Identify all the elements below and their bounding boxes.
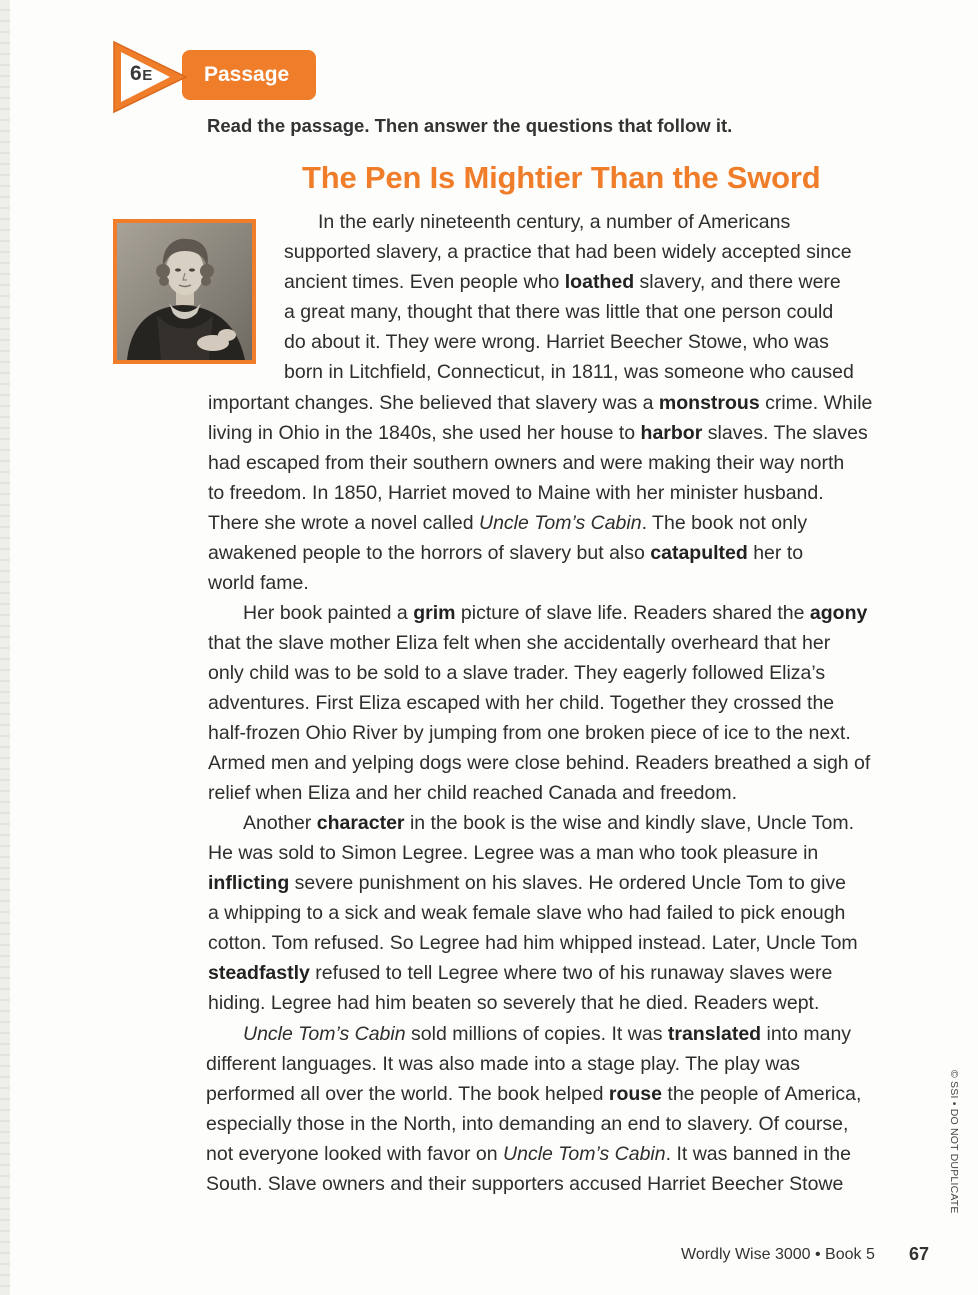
passage-line <box>208 718 851 748</box>
line-text: slavery, and there were <box>634 271 841 293</box>
instructions: Read the passage. Then answer the questions that follow it. <box>207 115 733 136</box>
line-text: her to <box>747 542 804 564</box>
vocabulary-word: catapulted <box>650 542 748 564</box>
line-text: into many <box>761 1023 852 1045</box>
passage-line <box>206 1109 848 1139</box>
book-title-italic: Uncle Tom’s Cabin <box>478 512 642 534</box>
book-title-italic: Uncle Tom’s Cabin <box>503 1143 666 1165</box>
line-text: different languages. It was also made into a stage play. The play was <box>206 1053 801 1075</box>
footer-book-title: Wordly Wise 3000 • Book 5 <box>681 1246 875 1263</box>
passage-line <box>208 868 846 898</box>
page-number: 67 <box>909 1244 930 1264</box>
line-text: Another <box>243 812 317 834</box>
passage-line <box>206 1079 861 1109</box>
vocabulary-word: translated <box>667 1023 762 1045</box>
copyright-side-note: © SSI • DO NOT DUPLICATE <box>948 1070 960 1214</box>
vocabulary-word: loathed <box>564 271 635 293</box>
line-text: supported slavery, a practice that had been widely accepted since <box>284 241 852 263</box>
line-text: In the early nineteenth century, a number of Americans <box>318 211 791 233</box>
line-text: especially those in the North, into demanding an end to slavery. Of course, <box>206 1113 849 1135</box>
passage-line <box>208 748 870 778</box>
vocabulary-word: steadfastly <box>208 962 310 984</box>
passage-line <box>208 778 737 808</box>
passage-line <box>208 988 819 1018</box>
passage-line <box>208 628 830 658</box>
line-text: a whipping to a sick and weak female slave who had failed to pick enough <box>208 902 846 924</box>
vocabulary-word: inflicting <box>208 872 290 894</box>
passage-line <box>284 297 833 327</box>
line-text: a great many, thought that there was little that one person could <box>284 301 834 323</box>
passage-line <box>243 808 854 838</box>
book-title-italic: Uncle Tom’s Cabin <box>243 1023 406 1045</box>
passage-line <box>208 898 845 928</box>
passage-line <box>208 448 844 478</box>
line-text: sold millions of copies. It was <box>405 1023 668 1045</box>
vocabulary-word: rouse <box>608 1083 662 1105</box>
line-text: South. Slave owners and their supporters accused Harriet Beecher Stowe <box>206 1173 844 1195</box>
line-text: ancient times. Even people who <box>284 271 565 293</box>
line-text: hiding. Legree had him beaten so severely that he died. Readers wept. <box>208 992 820 1014</box>
line-text: the people of America, <box>661 1083 862 1105</box>
line-text: cotton. Tom refused. So Legree had him whipped instead. Later, Uncle Tom <box>208 932 858 954</box>
page-binding-edge <box>0 0 10 1295</box>
line-text: Armed men and yelping dogs were close behind. Readers breathed a sigh of <box>208 752 871 774</box>
line-text: awakened people to the horrors of slavery but also <box>208 542 651 564</box>
line-text: not everyone looked with favor on <box>206 1143 504 1165</box>
passage-line <box>284 267 841 297</box>
line-text: He was sold to Simon Legree. Legree was a man who took pleasure in <box>208 842 819 864</box>
passage-line <box>206 1169 843 1199</box>
line-text: performed all over the world. The book helped <box>206 1083 609 1105</box>
passage-line <box>284 357 854 387</box>
passage-line <box>208 478 824 508</box>
passage-line <box>208 688 834 718</box>
passage-line <box>208 838 818 868</box>
line-text: had escaped from their southern owners and were making their way north <box>208 452 845 474</box>
passage-line <box>208 388 872 418</box>
line-text: only child was to be sold to a slave trader. They eagerly followed Eliza’s <box>208 662 826 684</box>
line-text: to freedom. In 1850, Harriet moved to Maine with her minister husband. <box>208 482 824 504</box>
line-text: picture of slave life. Readers shared the <box>455 602 810 624</box>
passage-line <box>208 658 825 688</box>
passage-line <box>208 508 807 538</box>
line-text: do about it. They were wrong. Harriet Beecher Stowe, who was <box>284 331 829 353</box>
line-text: . It was banned in the <box>665 1143 851 1165</box>
passage-line <box>243 598 867 628</box>
line-text: in the book is the wise and kindly slave, Uncle Tom. <box>404 812 854 834</box>
passage-line <box>208 568 309 598</box>
vocabulary-word: agony <box>809 602 868 624</box>
passage-line <box>208 538 803 568</box>
line-text: that the slave mother Eliza felt when she accidentally overheard that her <box>208 632 831 654</box>
vocabulary-word: grim <box>413 602 456 624</box>
line-text: important changes. She believed that slavery was a <box>208 392 659 414</box>
lesson-banner <box>112 40 322 114</box>
portrait-photo-icon <box>113 219 256 364</box>
line-text: living in Ohio in the 1840s, she used her house to <box>208 422 641 444</box>
passage-line <box>243 1019 851 1049</box>
line-text: There she wrote a novel called <box>208 512 479 534</box>
line-text: crime. While <box>759 392 873 414</box>
line-text: severe punishment on his slaves. He ordered Uncle Tom to give <box>289 872 847 894</box>
passage-line <box>208 418 868 448</box>
line-text: refused to tell Legree where two of his runaway slaves were <box>309 962 833 984</box>
line-text: relief when Eliza and her child reached Canada and freedom. <box>208 782 737 804</box>
vocabulary-word: monstrous <box>658 392 760 414</box>
vocabulary-word: harbor <box>640 422 703 444</box>
passage-title: The Pen Is Mightier Than the Sword <box>302 160 821 195</box>
passage-line <box>206 1139 851 1169</box>
line-text: world fame. <box>208 572 309 594</box>
passage-line <box>318 207 790 237</box>
line-text: Her book painted a <box>243 602 414 624</box>
passage-line <box>208 928 858 958</box>
line-text: slaves. The slaves <box>702 422 868 444</box>
line-text: adventures. First Eliza escaped with her child. Together they crossed the <box>208 692 835 714</box>
lesson-number: 6E <box>130 62 153 85</box>
passage-line <box>208 958 832 988</box>
line-text: half-frozen Ohio River by jumping from one broken piece of ice to the next. <box>208 722 851 744</box>
line-text: . The book not only <box>641 512 808 534</box>
passage-line <box>284 327 829 357</box>
vocabulary-word: character <box>316 812 405 834</box>
line-text: born in Litchfield, Connecticut, in 1811, was someone who caused <box>284 361 854 383</box>
banner-label: Passage <box>204 63 290 86</box>
passage-line <box>284 237 852 267</box>
passage-line <box>206 1049 800 1079</box>
